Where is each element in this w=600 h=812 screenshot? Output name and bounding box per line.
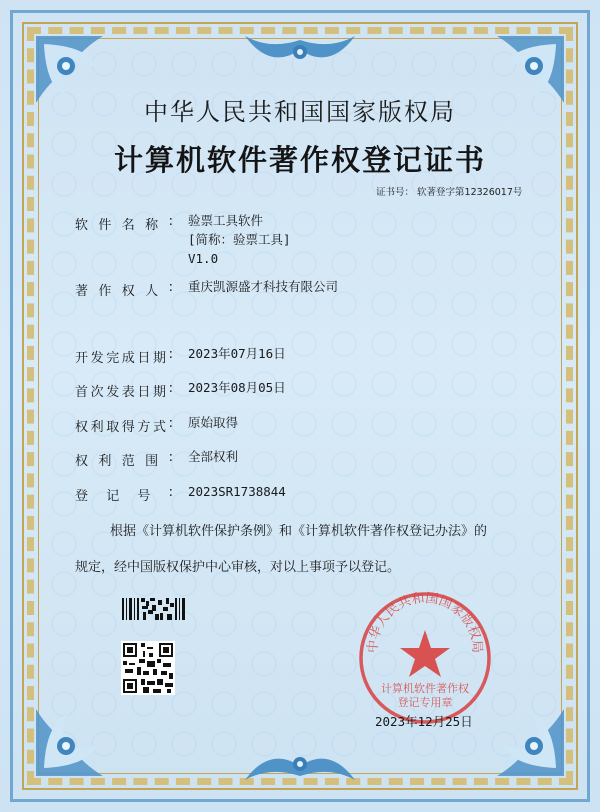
software-version: V1.0 [188,251,219,266]
field-label-char: 登 [75,489,89,504]
body-text-line-1: 根据《计算机软件保护条例》和《计算机软件著作权登记办法》的 [110,524,488,539]
scroll-ornament-icon [240,30,360,74]
field-label-char: : [168,347,173,362]
field-label-char: 权 [75,454,89,469]
field-label-char: : [168,280,173,295]
field-label-char: : [168,485,173,500]
svg-text:登记专用章: 登记专用章 [397,696,453,709]
field-label-publish-date [75,381,173,400]
field-label-char: : [168,381,173,396]
field-label-software-name [75,214,173,233]
field-label-char: 著 [75,284,89,299]
field-label-char: 件 [98,218,112,233]
field-label-char: 发 [106,385,120,400]
certificate-title: 计算机软件著作权登记证书 [113,143,486,177]
field-label-char: 日 [137,351,151,366]
field-label-acquisition-method [75,416,173,435]
field-label-char: 日 [137,385,151,400]
field-label-char: : [168,214,173,229]
field-label-char: 发 [90,351,104,366]
field-label-completion-date [75,347,173,366]
field-label-char: 利 [90,420,104,435]
field-label-char: 表 [121,385,135,400]
barcode-icon [122,598,186,620]
field-label-char: 作 [98,284,112,299]
field-label-registration-number [75,485,173,504]
field-label-char: : [168,450,173,465]
field-value-rights-scope: 全部权利 [188,449,239,464]
field-label-char: 期 [152,351,166,366]
field-label-char: 名 [121,218,135,233]
body-text-line-2: 规定，经中国版权保护中心审核，对以上事项予以登记。 [75,560,401,575]
field-label-copyright-owner [75,280,173,299]
field-value-copyright-owner: 重庆凯源盛才科技有限公司 [188,279,339,294]
certificate-number: 证书号： 软著登字第12326017号 [376,187,523,198]
field-value-acquisition-method: 原始取得 [188,415,239,430]
field-label-char: 围 [145,454,159,469]
field-label-rights-scope [75,450,173,469]
field-label-char: 首 [75,385,89,400]
software-short-name: [简称：验票工具] [188,232,291,247]
field-label-char: 称 [145,218,159,233]
svg-text:中华人民共和国国家版权局: 中华人民共和国国家版权局 [365,590,485,654]
field-label-char: 软 [75,218,89,233]
field-label-char: 式 [152,420,166,435]
field-value-publish-date: 2023年08月05日 [188,380,286,395]
field-label-char: 利 [98,454,112,469]
field-label-char: 号 [137,489,151,504]
field-label-char: 完 [106,351,120,366]
issue-date: 2023年12月25日 [375,714,473,729]
software-name: 验票工具软件 [188,213,264,228]
field-label-char: 得 [121,420,135,435]
star-icon [400,630,450,677]
field-label-char: 范 [121,454,135,469]
field-label-char: 成 [121,351,135,366]
official-seal [355,588,495,728]
field-label-char: 开 [75,351,89,366]
field-value-registration-number: 2023SR1738844 [188,484,286,499]
field-label-char: 取 [106,420,120,435]
field-label-char: 期 [152,385,166,400]
field-label-char: 人 [145,284,159,299]
field-label-char: 次 [90,385,104,400]
issuer-name: 中华人民共和国国家版权局 [144,98,456,126]
scroll-ornament-icon [240,742,360,786]
field-label-char: : [168,416,173,431]
field-label-char: 记 [106,489,120,504]
field-label-char: 方 [137,420,151,435]
field-value-completion-date: 2023年07月16日 [188,346,286,361]
qr-code-icon [121,641,175,695]
field-value-software-name [188,211,291,268]
svg-text:计算机软件著作权: 计算机软件著作权 [381,682,469,695]
field-label-char: 权 [121,284,135,299]
field-label-char: 权 [75,420,89,435]
